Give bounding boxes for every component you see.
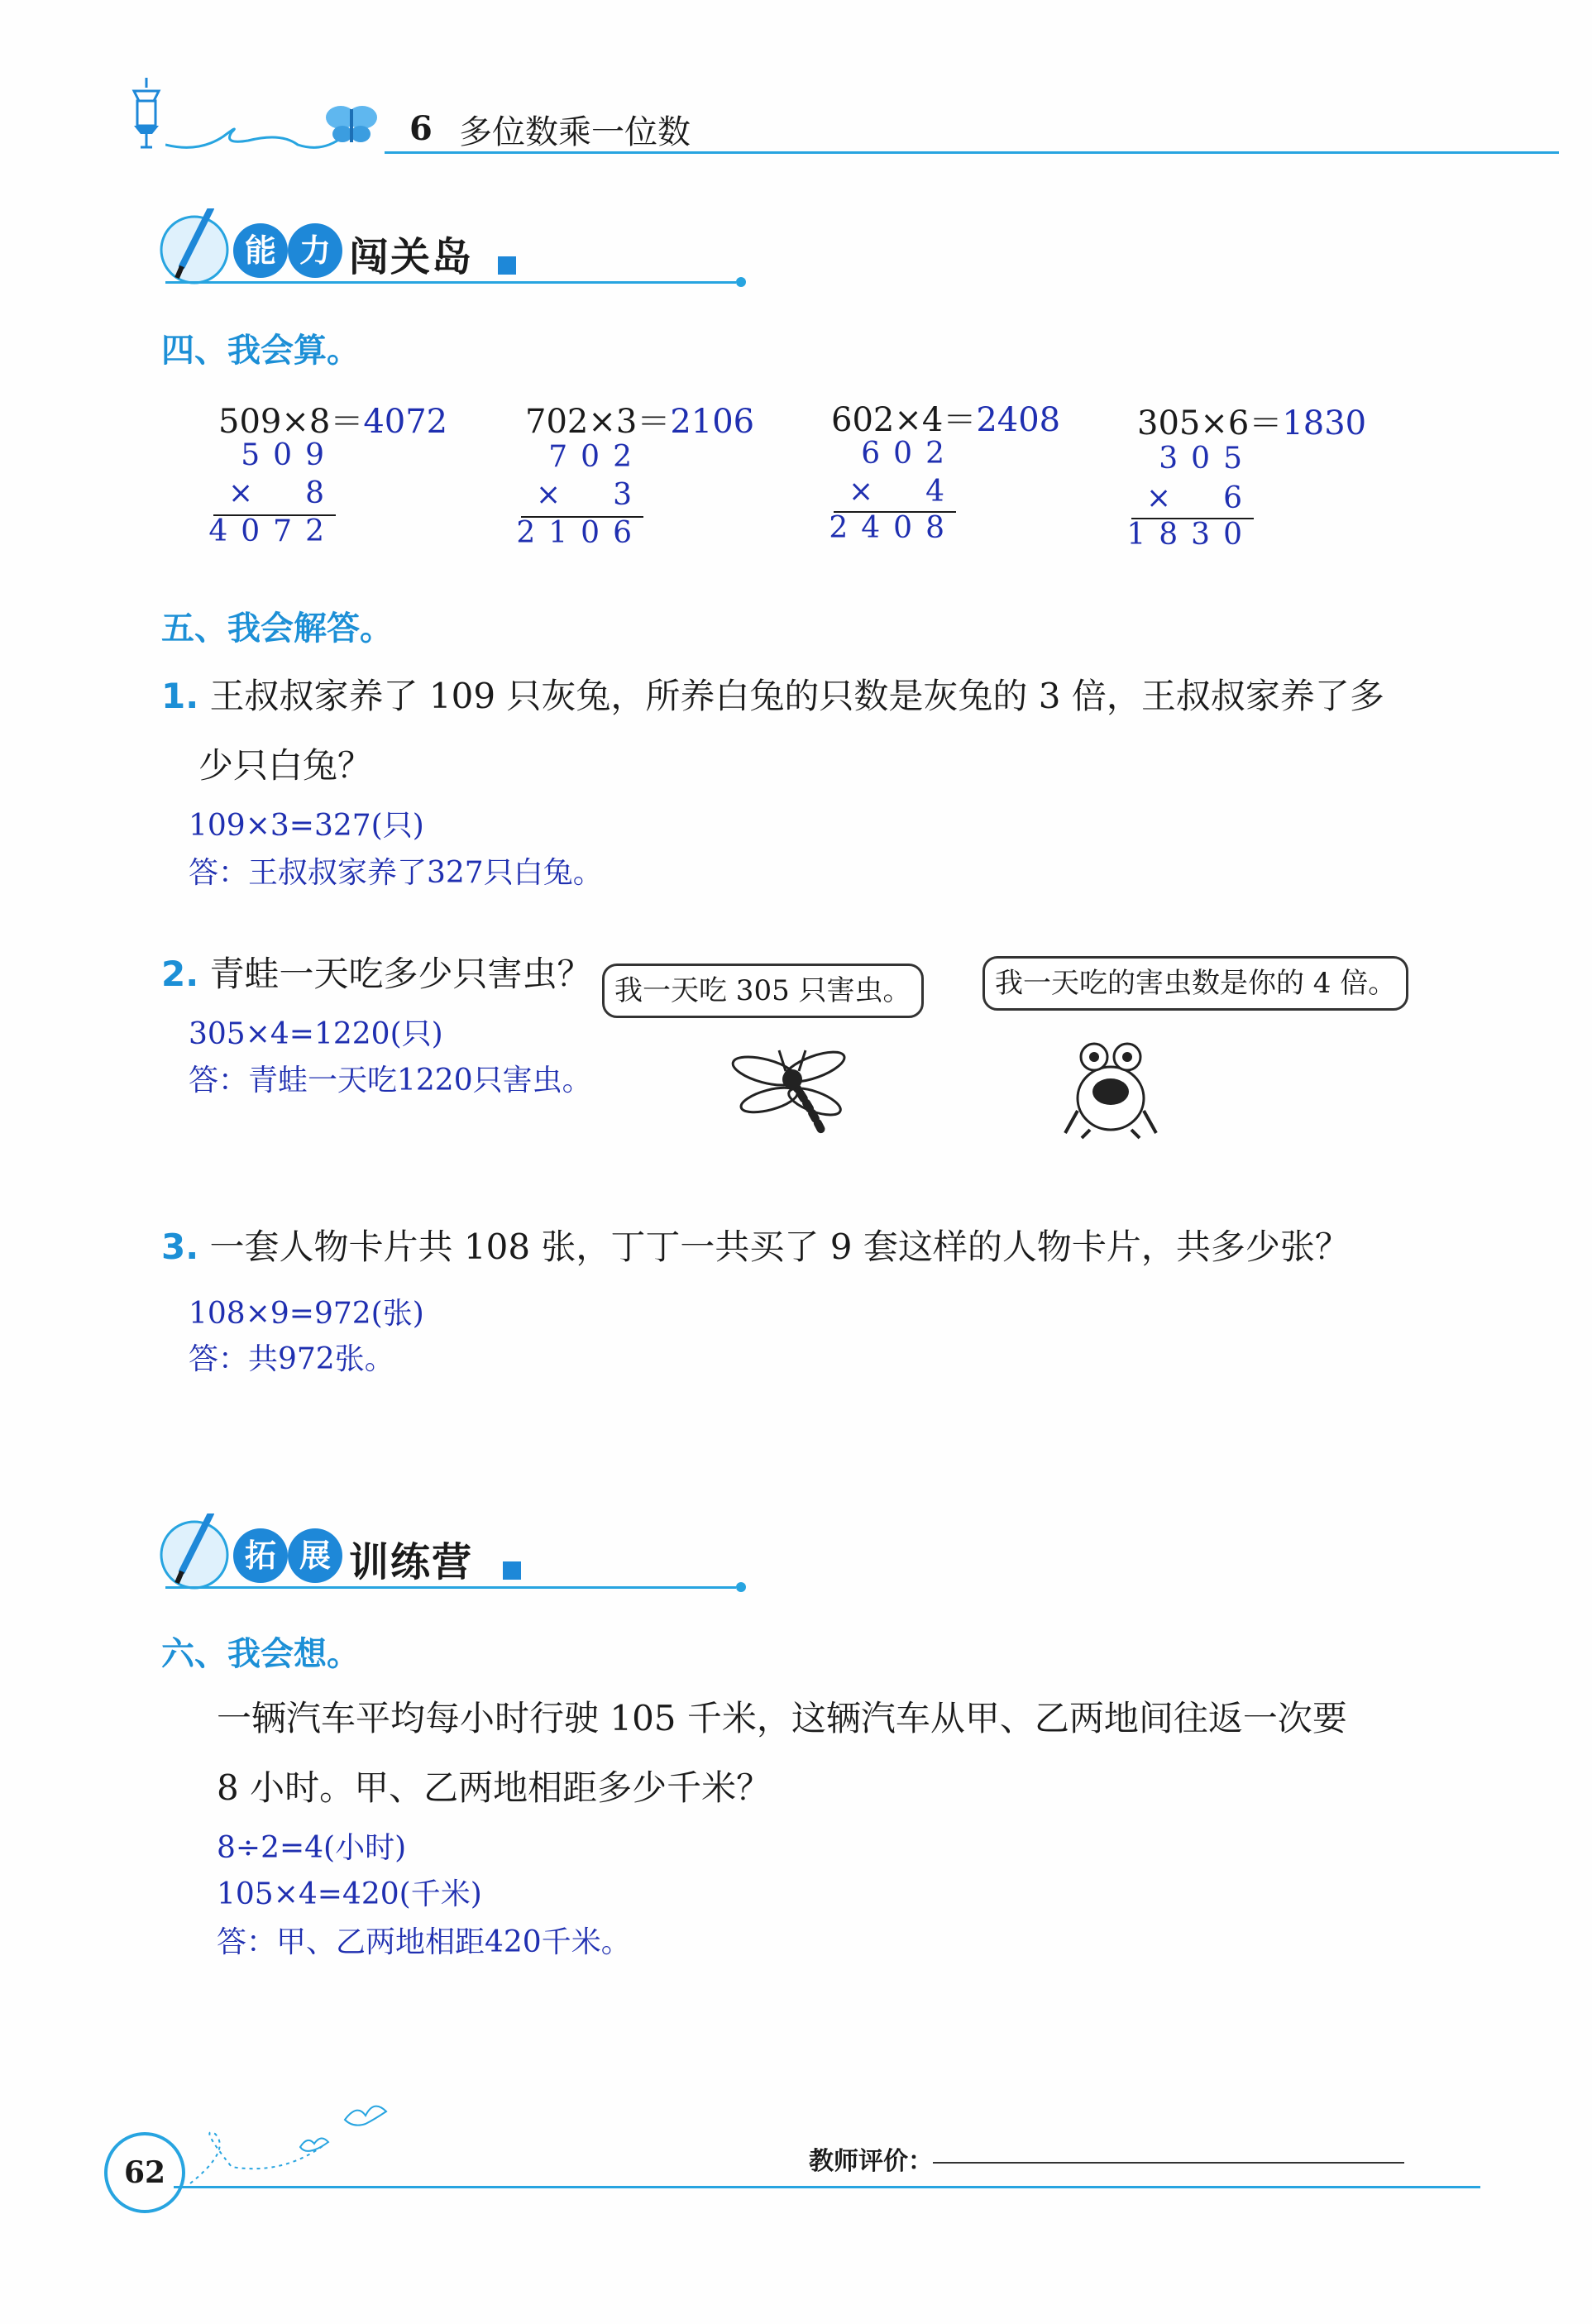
q2-calc: 305×4=1220(只) [189, 1017, 443, 1051]
banner-underline [165, 1586, 736, 1589]
question-1-line-1 [161, 662, 1451, 731]
bird-icon [341, 2099, 390, 2132]
question-text: 一套人物卡片共 108 张，丁丁一共买了 9 套这样的人物卡片，共多少张？ [209, 1227, 1350, 1267]
dragonfly-speech-bubble: 我一天吃 305 只害虫。 [602, 964, 924, 1018]
calc-result: 2106 [516, 516, 645, 550]
page-number: 62 [104, 2132, 185, 2213]
s6-calc-2: 105×4=420(千米) [217, 1877, 482, 1911]
banner-title: 训练营 [349, 1539, 474, 1585]
vertical-calc-3 [829, 437, 958, 545]
calc-top: 509 [241, 438, 337, 472]
question-text: 青蛙一天吃多少只害虫？ [209, 954, 592, 994]
equation-answer: 2106 [670, 403, 755, 441]
question-1-line-2: 少只白兔？ [198, 745, 373, 786]
calc-result: 4072 [208, 514, 337, 548]
calc-bottom: 8 [305, 476, 337, 510]
s6-answer: 答：甲、乙两地相距420千米。 [217, 1925, 631, 1959]
vertical-calc-4 [1126, 442, 1255, 552]
frog-speech-bubble: 我一天吃的害虫数是你的 4 倍。 [982, 956, 1408, 1011]
banner-pill-1: 拓 [233, 1528, 288, 1583]
vertical-calc-2 [516, 440, 645, 550]
equation: 602×4＝ [831, 401, 977, 439]
problem-line-1: 一辆汽车平均每小时行驶 105 千米，这辆汽车从甲、乙两地间往返一次要 [217, 1698, 1347, 1738]
calc-result: 2408 [829, 511, 958, 545]
dragonfly-icon [728, 1034, 852, 1141]
teacher-eval-label: 教师评价： [809, 2147, 933, 2176]
question-3 [161, 1212, 1350, 1282]
equation: 305×6＝ [1137, 404, 1283, 442]
times-sign: × [1146, 481, 1172, 515]
question-text: 王叔叔家养了 109 只灰兔，所养白兔的只数是灰兔的 3 倍，王叔叔家养了多 [209, 676, 1384, 716]
banner-underline [165, 281, 736, 284]
times-sign: × [536, 478, 562, 512]
teacher-eval-line [933, 2162, 1404, 2164]
lantern-icon [126, 76, 167, 151]
section-6-problem [217, 1684, 1507, 1823]
decorative-swirl [165, 108, 347, 157]
equation: 509×8＝ [218, 403, 364, 441]
question-1 [161, 662, 1451, 801]
calc-equation-1 [218, 395, 447, 442]
chapter-number: 6 [409, 109, 433, 148]
banner-title: 闯关岛 [349, 234, 474, 280]
question-number: 3. [161, 1227, 199, 1267]
calc-top: 702 [548, 440, 645, 474]
times-sign: × [849, 475, 874, 509]
q1-answer: 答：王叔叔家养了327只白兔。 [189, 856, 603, 890]
brush-icon [157, 1513, 232, 1592]
brush-icon [157, 208, 232, 287]
calc-top: 305 [1159, 442, 1255, 476]
calc-equation-4 [1137, 397, 1366, 444]
equation-answer: 1830 [1282, 404, 1367, 442]
chapter-title: 多位数乘一位数 [459, 113, 691, 151]
header-rule [385, 151, 1559, 154]
banner-dot [736, 277, 746, 287]
banner-pill-2: 展 [288, 1528, 342, 1583]
calc-bottom: 6 [1223, 481, 1255, 515]
s6-calc-1: 8÷2=4(小时) [217, 1831, 407, 1865]
q1-calc: 109×3=327(只) [189, 809, 424, 843]
section-5-title: 五、我会解答。 [161, 610, 393, 648]
banner-extension-camp [157, 1522, 753, 1604]
calc-equation-3 [831, 394, 1060, 441]
pencil-icon [503, 1561, 521, 1580]
q3-answer: 答：共972张。 [189, 1342, 394, 1376]
bird-icon [298, 2132, 331, 2157]
question-2 [161, 940, 592, 1009]
calc-top: 602 [861, 437, 958, 471]
vertical-calc-1 [208, 438, 337, 548]
calc-equation-2 [525, 395, 754, 442]
section-4-title: 四、我会算。 [161, 332, 360, 370]
calc-result: 1830 [1126, 518, 1255, 552]
question-number: 1. [161, 676, 199, 716]
question-number: 2. [161, 954, 199, 994]
equation: 702×3＝ [525, 403, 671, 441]
butterfly-icon [323, 99, 380, 149]
banner-pill-1: 能 [233, 223, 288, 278]
banner-pill-2: 力 [288, 223, 342, 278]
q2-answer: 答：青蛙一天吃1220只害虫。 [189, 1064, 592, 1097]
footer-rule [174, 2186, 1480, 2188]
banner-ability-island [157, 217, 753, 299]
times-sign: × [228, 476, 254, 510]
problem-line-2: 8 小时。甲、乙两地相距多少千米？ [217, 1767, 772, 1808]
calc-bottom: 3 [613, 478, 645, 512]
section-6-title: 六、我会想。 [161, 1635, 360, 1673]
banner-dot [736, 1582, 746, 1592]
calc-bottom: 4 [925, 475, 958, 509]
pencil-icon [498, 256, 516, 275]
frog-icon [1057, 1032, 1164, 1140]
equation-answer: 2408 [976, 401, 1061, 439]
equation-answer: 4072 [363, 403, 448, 441]
q3-calc: 108×9=972(张) [189, 1297, 424, 1331]
